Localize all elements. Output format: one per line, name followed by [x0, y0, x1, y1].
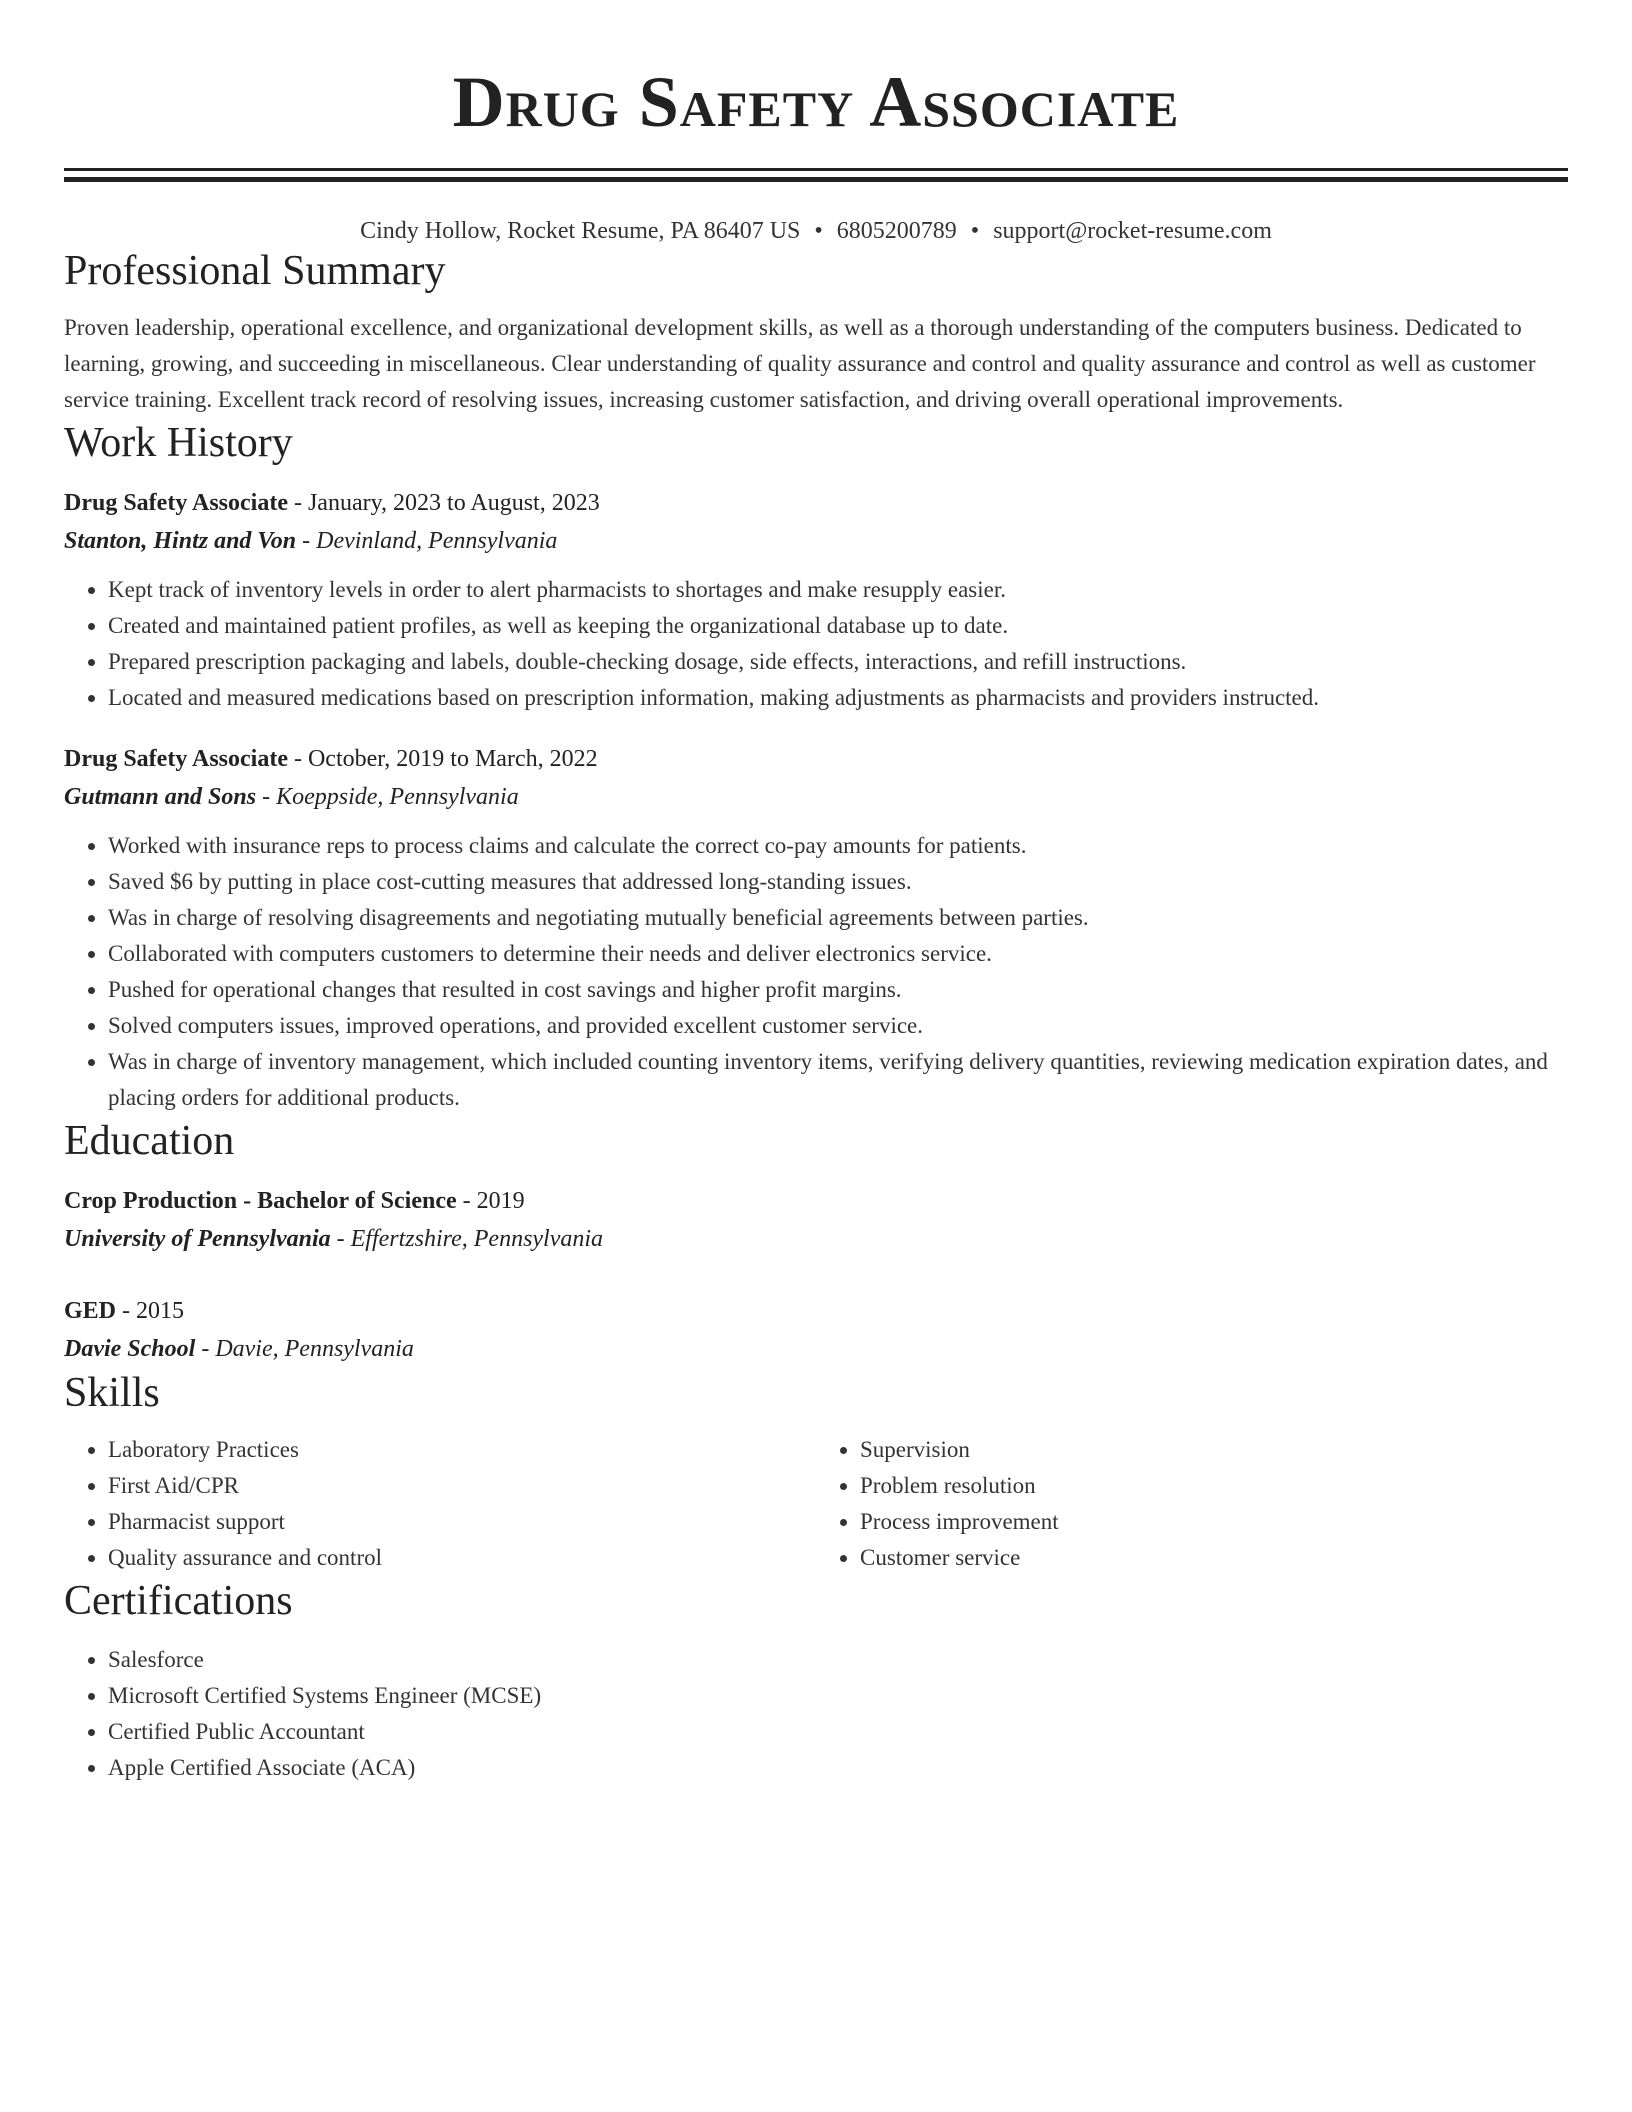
degree-line: [64, 1292, 1568, 1330]
certification-item: • Microsoft Certified Systems Engineer (MCSE): [108, 1678, 1568, 1714]
job-bullet: • Saved $6 by putting in place cost-cutting measures that addressed long-standing issues.: [108, 864, 1568, 900]
contact-separator: •: [814, 218, 823, 244]
degree: Crop Production - Bachelor of Science: [64, 1188, 457, 1214]
school-name: Davie School: [64, 1336, 196, 1362]
job-company: Gutmann and Sons: [64, 784, 257, 810]
job-dates: - October, 2019 to March, 2022: [287, 746, 598, 772]
degree: GED: [64, 1298, 117, 1324]
job-bullet-list: [64, 828, 1568, 1116]
job-title-line: [64, 484, 1568, 522]
job-title-line: [64, 740, 1568, 778]
degree-year: - 2015: [116, 1298, 185, 1324]
education-heading: Education: [64, 1118, 235, 1164]
skill-item: • Supervision: [860, 1432, 1568, 1468]
job-bullet: • Kept track of inventory levels in order to alert pharmacists to shortages and make resupply easier.: [108, 572, 1568, 608]
job-title: Drug Safety Associate: [64, 746, 288, 772]
education-entry: [64, 1292, 1568, 1368]
skill-item: • First Aid/CPR: [108, 1468, 816, 1504]
job-bullet: • Collaborated with computers customers to determine their needs and deliver electronics service.: [108, 936, 1568, 972]
job-entry: [64, 484, 1568, 716]
job-bullet: • Worked with insurance reps to process claims and calculate the correct co-pay amounts for patients.: [108, 828, 1568, 864]
job-bullet: • Solved computers issues, improved operations, and provided excellent customer service.: [108, 1008, 1568, 1044]
school-line: [64, 1330, 1568, 1368]
certifications-heading: Certifications: [64, 1578, 293, 1624]
skill-item: • Process improvement: [860, 1504, 1568, 1540]
title-rule-bottom: [64, 177, 1568, 182]
skills-list-left: [64, 1432, 816, 1576]
certifications-list: [64, 1642, 1568, 1786]
job-company-line: [64, 778, 1568, 816]
school-name: University of Pennsylvania: [64, 1226, 331, 1252]
job-dates: - January, 2023 to August, 2023: [287, 490, 600, 516]
skill-item: • Pharmacist support: [108, 1504, 816, 1540]
skill-item: • Customer service: [860, 1540, 1568, 1576]
job-bullet-list: [64, 572, 1568, 716]
summary-heading: Professional Summary: [64, 248, 446, 294]
work-history-heading: Work History: [64, 420, 293, 466]
skill-item: • Quality assurance and control: [108, 1540, 816, 1576]
skills-grid: [64, 1432, 1568, 1576]
skills-heading: Skills: [64, 1370, 160, 1416]
job-company-line: [64, 522, 1568, 560]
job-company: Stanton, Hintz and Von: [64, 528, 297, 554]
skill-item: • Problem resolution: [860, 1468, 1568, 1504]
job-entry: [64, 740, 1568, 1116]
job-location: - Koeppside, Pennsylvania: [256, 784, 519, 810]
job-bullet: • Created and maintained patient profiles, as well as keeping the organizational database up to date.: [108, 608, 1568, 644]
job-bullet: • Was in charge of resolving disagreements and negotiating mutually beneficial agreements between parties.: [108, 900, 1568, 936]
job-bullet: • Located and measured medications based on prescription information, making adjustments as pharmacists and providers instructed.: [108, 680, 1568, 716]
title-rule-top: [64, 168, 1568, 171]
contact-separator: •: [970, 218, 980, 244]
degree-line: [64, 1182, 1568, 1220]
contact-phone: 6805200789: [836, 218, 957, 244]
school-line: [64, 1220, 1568, 1258]
school-location: - Davie, Pennsylvania: [195, 1336, 414, 1362]
school-location: - Effertzshire, Pennsylvania: [330, 1226, 604, 1252]
skills-list-right: [816, 1432, 1568, 1576]
certification-item: • Apple Certified Associate (ACA): [108, 1750, 1568, 1786]
job-bullet: • Prepared prescription packaging and labels, double-checking dosage, side effects, interactions, and refill instructions.: [108, 644, 1568, 680]
job-title: Drug Safety Associate: [64, 490, 288, 516]
contact-email: support@rocket-resume.com: [993, 218, 1272, 244]
job-location: - Devinland, Pennsylvania: [296, 528, 558, 554]
resume-title: Drug Safety Associate: [452, 62, 1180, 142]
contact-line: [64, 216, 1568, 246]
certification-item: • Certified Public Accountant: [108, 1714, 1568, 1750]
contact-address: Cindy Hollow, Rocket Resume, PA 86407 US: [360, 218, 801, 244]
summary-text: Proven leadership, operational excellence, and organizational development skills, as well as a thorough understanding of the computers business. Dedicated to learning, growing, and succeeding in miscellaneous. Clear understanding of quality assurance and control and quality assurance and control as well as customer service training. Excellent track record of resolving issues, increasing customer satisfaction, and driving overall operational improvements.: [64, 315, 1536, 412]
degree-year: - 2019: [456, 1188, 525, 1214]
job-bullet: • Was in charge of inventory management, which included counting inventory items, verifying delivery quantities, reviewing medication expiration dates, and placing orders for additional products.: [108, 1044, 1568, 1116]
job-bullet: • Pushed for operational changes that resulted in cost savings and higher profit margins.: [108, 972, 1568, 1008]
education-entry: [64, 1182, 1568, 1258]
skill-item: • Laboratory Practices: [108, 1432, 816, 1468]
certification-item: • Salesforce: [108, 1642, 1568, 1678]
